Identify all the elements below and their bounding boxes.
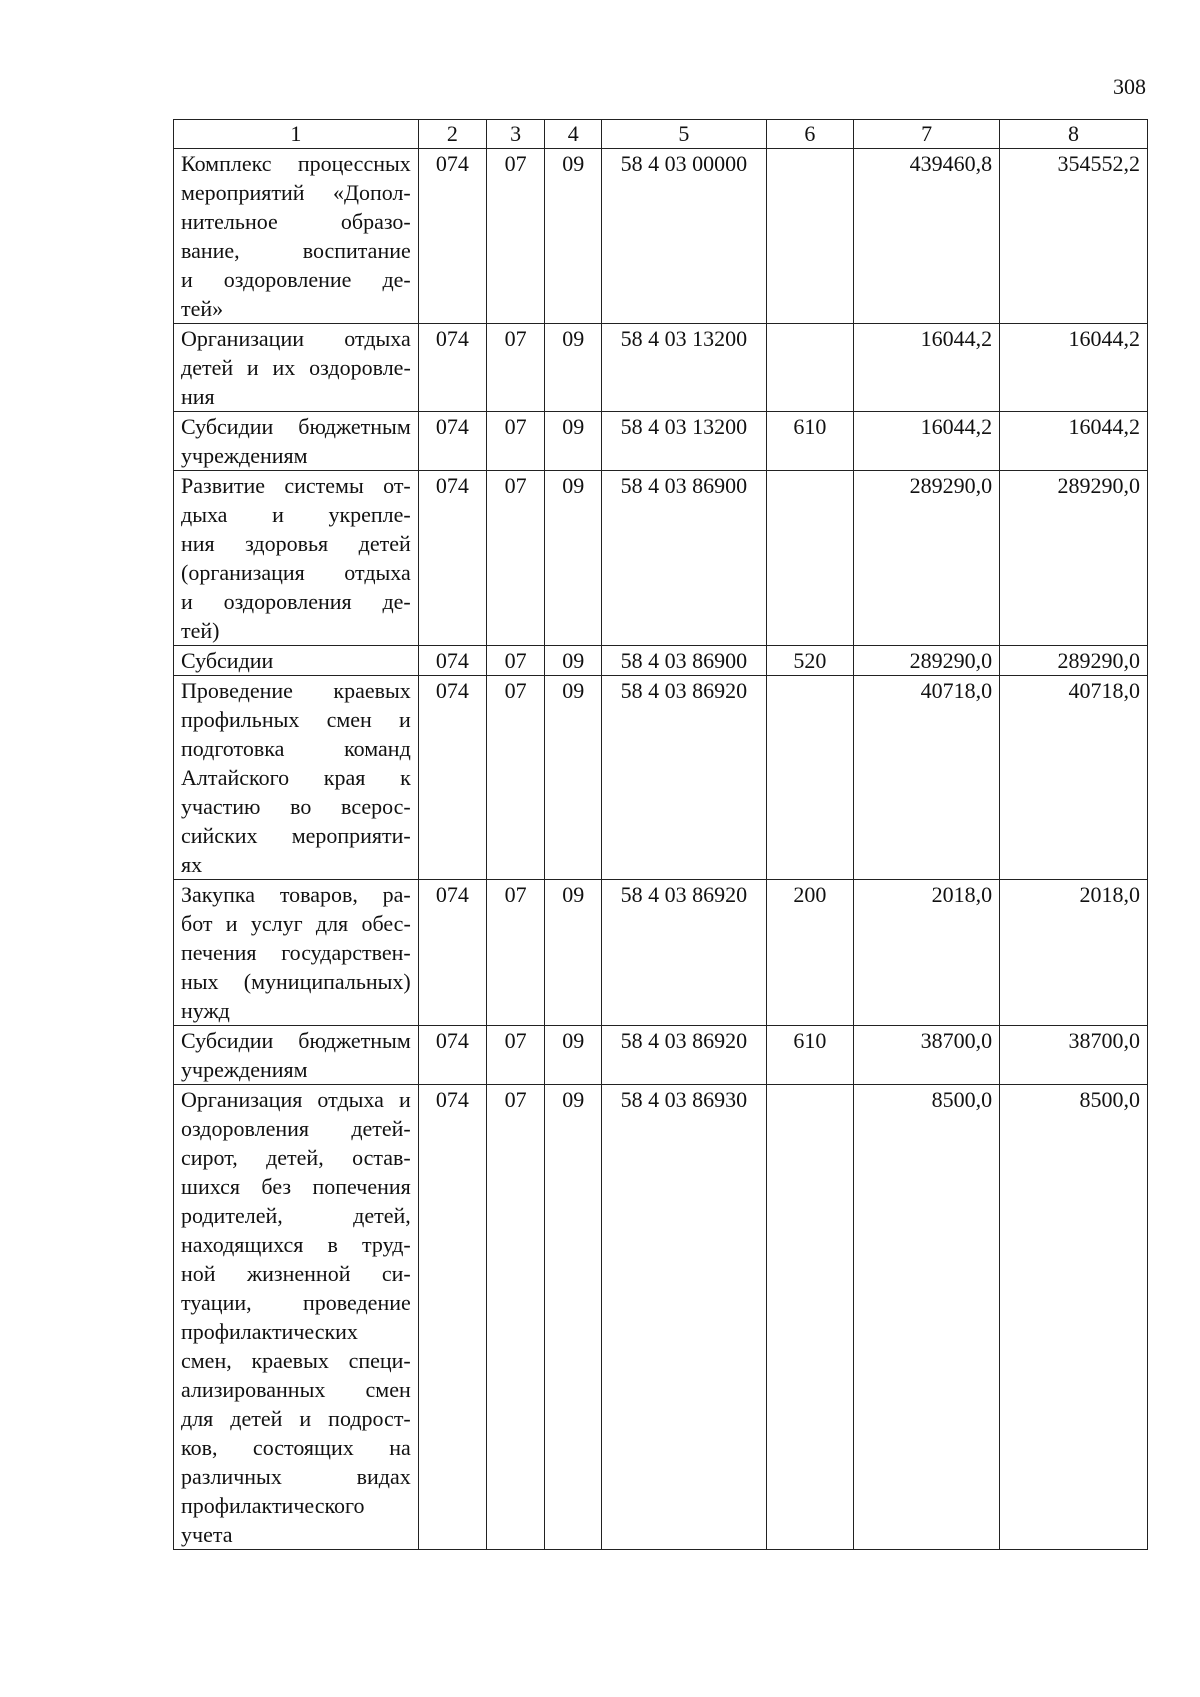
row-name-line: профилактических	[181, 1319, 358, 1344]
table-row	[174, 676, 1148, 880]
expense-type-cell	[766, 149, 854, 324]
row-name-line: вание, воспитание	[181, 238, 411, 263]
code-section-cell: 07	[487, 880, 545, 1026]
row-name-line: оздоровления детей-	[181, 1116, 411, 1141]
row-name-cell	[174, 471, 419, 646]
header-col-8: 8	[1000, 120, 1148, 149]
row-name-cell	[174, 1085, 419, 1550]
amount-col8-cell: 289290,0	[1000, 471, 1148, 646]
header-col-2: 2	[418, 120, 486, 149]
table-row	[174, 1026, 1148, 1085]
code-admin-cell: 074	[418, 646, 486, 676]
amount-col7-cell: 2018,0	[854, 880, 1000, 1026]
row-name-line: профильных смен и	[181, 707, 411, 732]
code-subsection-cell: 09	[545, 324, 602, 412]
table-row	[174, 471, 1148, 646]
row-name-line: родителей, детей,	[181, 1203, 411, 1228]
code-section-cell: 07	[487, 471, 545, 646]
amount-col7-cell: 16044,2	[854, 324, 1000, 412]
table-row	[174, 646, 1148, 676]
code-admin-cell: 074	[418, 1085, 486, 1550]
row-name-line: различных видах	[181, 1464, 411, 1489]
row-name-cell	[174, 1026, 419, 1085]
target-article-cell: 58 4 03 86920	[602, 676, 766, 880]
row-name-line: бот и услуг для обес-	[181, 911, 411, 936]
page-number: 308	[1113, 74, 1146, 99]
row-name-line: Организации отдыха	[181, 326, 411, 351]
code-subsection-cell: 09	[545, 880, 602, 1026]
amount-col7-cell: 38700,0	[854, 1026, 1000, 1085]
code-subsection-cell: 09	[545, 1085, 602, 1550]
row-name-cell	[174, 676, 419, 880]
code-admin-cell: 074	[418, 880, 486, 1026]
header-col-6: 6	[766, 120, 854, 149]
code-section-cell: 07	[487, 1026, 545, 1085]
target-article-cell: 58 4 03 86900	[602, 646, 766, 676]
table-row	[174, 1085, 1148, 1550]
code-admin-cell: 074	[418, 676, 486, 880]
row-name-line: и оздоровление де-	[181, 267, 411, 292]
row-name-line: и оздоровления де-	[181, 589, 411, 614]
row-name-line: туации, проведение	[181, 1290, 411, 1315]
target-article-cell: 58 4 03 13200	[602, 324, 766, 412]
target-article-cell: 58 4 03 00000	[602, 149, 766, 324]
code-section-cell: 07	[487, 412, 545, 471]
row-name-line: ализированных смен	[181, 1377, 411, 1402]
row-name-line: нужд	[181, 998, 230, 1023]
code-section-cell: 07	[487, 324, 545, 412]
code-admin-cell: 074	[418, 324, 486, 412]
header-col-1: 1	[174, 120, 419, 149]
table-row	[174, 412, 1148, 471]
row-name-line: ных (муниципальных)	[181, 969, 411, 994]
row-name-line: учреждениям	[181, 443, 308, 468]
row-name-line: участию во всерос-	[181, 794, 411, 819]
code-admin-cell: 074	[418, 412, 486, 471]
row-name-line: ной жизненной си-	[181, 1261, 411, 1286]
code-section-cell: 07	[487, 1085, 545, 1550]
code-subsection-cell: 09	[545, 149, 602, 324]
code-section-cell: 07	[487, 646, 545, 676]
row-name-line: ков, состоящих на	[181, 1435, 411, 1460]
target-article-cell: 58 4 03 86920	[602, 880, 766, 1026]
row-name-line: ния здоровья детей	[181, 531, 411, 556]
amount-col8-cell: 16044,2	[1000, 412, 1148, 471]
amount-col8-cell: 354552,2	[1000, 149, 1148, 324]
amount-col8-cell: 40718,0	[1000, 676, 1148, 880]
header-col-4: 4	[545, 120, 602, 149]
code-admin-cell: 074	[418, 149, 486, 324]
code-subsection-cell: 09	[545, 646, 602, 676]
row-name-line: сирот, детей, остав-	[181, 1145, 411, 1170]
code-section-cell: 07	[487, 676, 545, 880]
row-name-line: нительное образо-	[181, 209, 411, 234]
expense-type-cell	[766, 471, 854, 646]
row-name-line: подготовка команд	[181, 736, 411, 761]
row-name-line: ях	[181, 852, 203, 877]
expense-type-cell	[766, 324, 854, 412]
table-body	[174, 149, 1148, 1550]
table-row	[174, 324, 1148, 412]
row-name-line: мероприятий «Допол-	[181, 180, 411, 205]
row-name-line: ния	[181, 384, 215, 409]
row-name-line: профилактического	[181, 1493, 365, 1518]
target-article-cell: 58 4 03 86900	[602, 471, 766, 646]
expense-type-cell	[766, 1085, 854, 1550]
header-row	[174, 120, 1148, 149]
row-name-line: смен, краевых специ-	[181, 1348, 411, 1373]
row-name-line: Субсидии бюджетным	[181, 1028, 411, 1053]
code-subsection-cell: 09	[545, 1026, 602, 1085]
row-name-line: сийских мероприяти-	[181, 823, 411, 848]
row-name-line: Комплекс процессных	[181, 151, 411, 176]
amount-col8-cell: 8500,0	[1000, 1085, 1148, 1550]
table-row	[174, 880, 1148, 1026]
target-article-cell: 58 4 03 13200	[602, 412, 766, 471]
expense-type-cell: 610	[766, 1026, 854, 1085]
row-name-line: находящихся в труд-	[181, 1232, 411, 1257]
code-section-cell: 07	[487, 149, 545, 324]
amount-col7-cell: 289290,0	[854, 646, 1000, 676]
row-name-line: Субсидии бюджетным	[181, 414, 411, 439]
expense-type-cell: 610	[766, 412, 854, 471]
amount-col8-cell: 16044,2	[1000, 324, 1148, 412]
code-admin-cell: 074	[418, 471, 486, 646]
amount-col8-cell: 2018,0	[1000, 880, 1148, 1026]
target-article-cell: 58 4 03 86930	[602, 1085, 766, 1550]
row-name-line: Развитие системы от-	[181, 473, 411, 498]
row-name-line: учреждениям	[181, 1057, 308, 1082]
code-admin-cell: 074	[418, 1026, 486, 1085]
row-name-line: (организация отдыха	[181, 560, 411, 585]
header-col-7: 7	[854, 120, 1000, 149]
row-name-cell	[174, 880, 419, 1026]
row-name-line: шихся без попечения	[181, 1174, 411, 1199]
amount-col7-cell: 439460,8	[854, 149, 1000, 324]
row-name-line: для детей и подрост-	[181, 1406, 411, 1431]
amount-col8-cell: 38700,0	[1000, 1026, 1148, 1085]
row-name-line: Закупка товаров, ра-	[181, 882, 411, 907]
row-name-cell	[174, 412, 419, 471]
amount-col7-cell: 40718,0	[854, 676, 1000, 880]
table-row	[174, 149, 1148, 324]
code-subsection-cell: 09	[545, 471, 602, 646]
row-name-line: тей)	[181, 618, 220, 643]
expense-type-cell: 200	[766, 880, 854, 1026]
code-subsection-cell: 09	[545, 676, 602, 880]
amount-col7-cell: 8500,0	[854, 1085, 1000, 1550]
code-subsection-cell: 09	[545, 412, 602, 471]
row-name-line: Алтайского края к	[181, 765, 411, 790]
row-name-line: тей»	[181, 296, 224, 321]
row-name-line: детей и их оздоровле-	[181, 355, 411, 380]
row-name-line: учета	[181, 1522, 233, 1547]
target-article-cell: 58 4 03 86920	[602, 1026, 766, 1085]
expense-type-cell: 520	[766, 646, 854, 676]
header-col-3: 3	[487, 120, 545, 149]
row-name-line: Организация отдыха и	[181, 1087, 411, 1112]
row-name-line: дыха и укрепле-	[181, 502, 411, 527]
amount-col8-cell: 289290,0	[1000, 646, 1148, 676]
amount-col7-cell: 289290,0	[854, 471, 1000, 646]
header-col-5: 5	[602, 120, 766, 149]
expense-type-cell	[766, 676, 854, 880]
amount-col7-cell: 16044,2	[854, 412, 1000, 471]
row-name-line: Проведение краевых	[181, 678, 411, 703]
budget-table	[173, 119, 1148, 1550]
row-name-line: печения государствен-	[181, 940, 411, 965]
row-name-cell	[174, 646, 419, 676]
row-name-cell	[174, 324, 419, 412]
row-name-line: Субсидии	[181, 648, 274, 673]
row-name-cell	[174, 149, 419, 324]
